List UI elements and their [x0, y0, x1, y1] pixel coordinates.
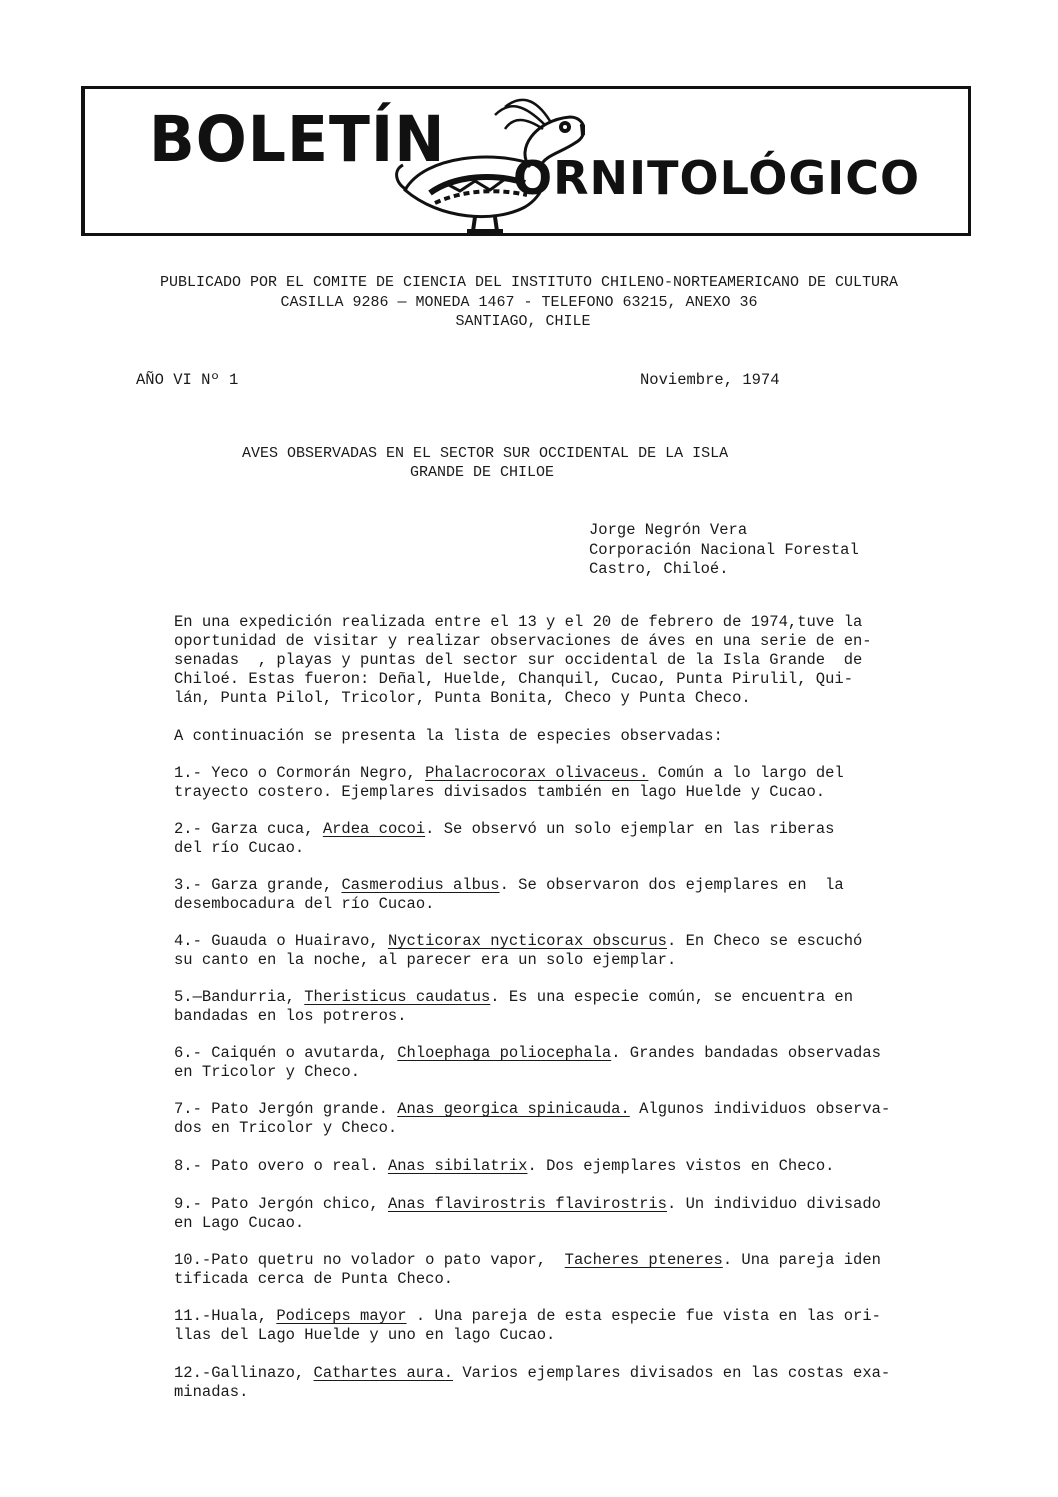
species-common-name: 10.-Pato quetru no volador o pato vapor,: [174, 1251, 565, 1269]
intro-line: En una expedición realizada entre el 13 y el 20 de febrero de 1974,tuve la: [174, 613, 863, 631]
species-scientific-name: Anas georgica spinicauda.: [397, 1100, 630, 1118]
species-note: . Una pareja iden: [722, 1251, 881, 1269]
intro-line: Chiloé. Estas fueron: Deñal, Huelde, Chanquil, Cucao, Punta Pirulil, Qui-: [174, 670, 854, 688]
species-common-name: 8.- Pato overo o real.: [174, 1157, 388, 1175]
author-name: Jorge Negrón Vera: [589, 521, 748, 539]
species-common-name: 11.-Huala,: [174, 1307, 277, 1325]
species-common-name: 9.- Pato Jergón chico,: [174, 1195, 388, 1213]
species-note-continued: llas del Lago Huelde y uno en lago Cucao.: [174, 1326, 556, 1344]
species-note-continued: tificada cerca de Punta Checo.: [174, 1270, 454, 1288]
species-note-continued: bandadas en los potreros.: [174, 1007, 407, 1025]
species-entry: [174, 932, 894, 951]
species-scientific-name: Anas sibilatrix: [387, 1157, 528, 1175]
masthead-title-left: BOLETÍN: [149, 103, 446, 177]
article-title-line-2: GRANDE DE CHILOE: [410, 464, 555, 481]
article-title-line-1: AVES OBSERVADAS EN EL SECTOR SUR OCCIDENTAL DE LA ISLA: [242, 445, 729, 462]
species-entry: [174, 876, 894, 895]
publisher-line-2: CASILLA 9286 — MONEDA 1467 - TELEFONO 63215, ANEXO 36: [280, 294, 758, 311]
species-entry: [174, 764, 894, 783]
species-common-name: 4.- Guauda o Huairavo,: [174, 932, 388, 950]
author-organization: Corporación Nacional Forestal: [589, 541, 859, 559]
species-note: . Es una especie común, se encuentra en: [490, 988, 854, 1006]
issue-date: Noviembre, 1974: [640, 371, 780, 389]
species-entry: [174, 820, 894, 839]
species-note: . Una pareja de esta especie fue vista en las ori-: [406, 1307, 881, 1325]
species-note-continued: desembocadura del río Cucao.: [174, 895, 435, 913]
species-common-name: 7.- Pato Jergón grande.: [174, 1100, 398, 1118]
species-entry: [174, 1195, 894, 1214]
species-entry: [174, 1157, 894, 1176]
species-note-continued: trayecto costero. Ejemplares divisados también en lago Huelde y Cucao.: [174, 783, 826, 801]
species-scientific-name: Podiceps mayor: [276, 1307, 407, 1325]
species-scientific-name: Nycticorax nycticorax obscurus: [387, 932, 667, 950]
species-scientific-name: Chloephaga poliocephala: [397, 1044, 612, 1062]
species-entry: [174, 1044, 894, 1063]
author-place: Castro, Chiloé.: [589, 560, 729, 578]
species-entry: [174, 988, 894, 1007]
species-note-continued: minadas.: [174, 1383, 249, 1401]
species-note-continued: su canto en la noche, al parecer era un solo ejemplar.: [174, 951, 677, 969]
list-intro: A continuación se presenta la lista de especies observadas:: [174, 727, 723, 745]
masthead-title-right: ORNITOLÓGICO: [513, 151, 921, 205]
species-entry: [174, 1364, 894, 1383]
species-note: . Grandes bandadas observadas: [611, 1044, 881, 1062]
species-common-name: 6.- Caiquén o avutarda,: [174, 1044, 398, 1062]
species-scientific-name: Theristicus caudatus: [304, 988, 491, 1006]
species-scientific-name: Phalacrocorax olivaceus.: [425, 764, 649, 782]
species-common-name: 3.- Garza grande,: [174, 876, 342, 894]
species-scientific-name: Anas flavirostris flavirostris: [387, 1195, 667, 1213]
masthead: [81, 86, 971, 236]
species-note: Algunos individuos observa-: [629, 1100, 891, 1118]
species-common-name: 12.-Gallinazo,: [174, 1364, 314, 1382]
species-note: Común a lo largo del: [648, 764, 844, 782]
species-note-continued: del río Cucao.: [174, 839, 305, 857]
intro-line: oportunidad de visitar y realizar observaciones de áves en una serie de en-: [174, 632, 872, 650]
species-note-continued: dos en Tricolor y Checo.: [174, 1119, 398, 1137]
intro-line: senadas , playas y puntas del sector sur occidental de la Isla Grande de: [174, 651, 863, 669]
issue-number: AÑO VI Nº 1: [136, 371, 239, 389]
species-scientific-name: Ardea cocoi: [322, 820, 426, 838]
species-entry: [174, 1251, 894, 1270]
species-note: . Se observaron dos ejemplares en la: [499, 876, 844, 894]
species-common-name: 1.- Yeco o Cormorán Negro,: [174, 764, 426, 782]
species-note: . Dos ejemplares vistos en Checo.: [527, 1157, 835, 1175]
species-note: . En Checo se escuchó: [666, 932, 863, 950]
publisher-line-3: SANTIAGO, CHILE: [455, 313, 591, 330]
species-entry: [174, 1307, 894, 1326]
species-note-continued: en Tricolor y Checo.: [174, 1063, 361, 1081]
species-note: Varios ejemplares divisados en las costas exa-: [453, 1364, 891, 1382]
species-note: . Se observó un solo ejemplar en las riberas: [425, 820, 835, 838]
species-common-name: 5.—Bandurria,: [174, 988, 305, 1006]
species-note: . Un individuo divisado: [666, 1195, 881, 1213]
species-scientific-name: Casmerodius albus: [341, 876, 500, 894]
intro-line: lán, Punta Pilol, Tricolor, Punta Bonita, Checo y Punta Checo.: [174, 689, 751, 707]
species-entry: [174, 1100, 894, 1119]
species-scientific-name: Tacheres pteneres: [564, 1251, 723, 1269]
species-note-continued: en Lago Cucao.: [174, 1214, 305, 1232]
species-common-name: 2.- Garza cuca,: [174, 820, 323, 838]
species-scientific-name: Cathartes aura.: [313, 1364, 454, 1382]
publisher-line-1: PUBLICADO POR EL COMITE DE CIENCIA DEL INSTITUTO CHILENO-NORTEAMERICANO DE CULTURA: [159, 274, 899, 291]
